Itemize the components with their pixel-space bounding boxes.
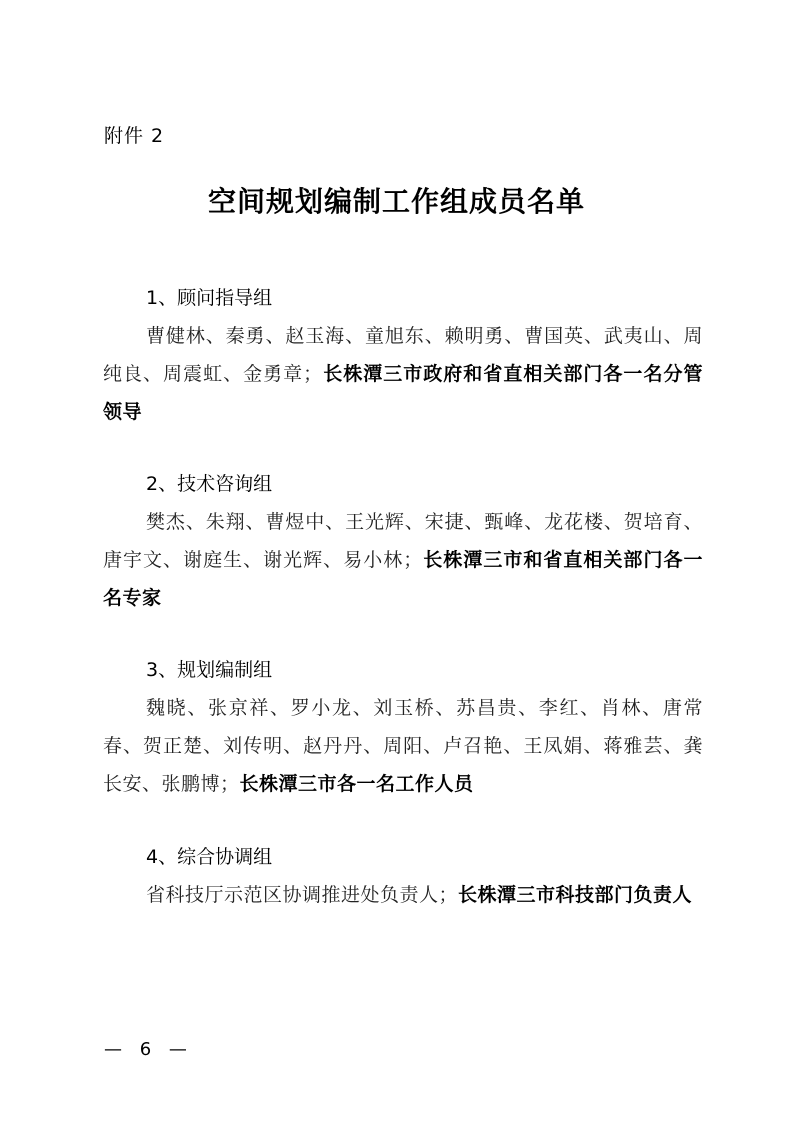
section-advisory bbox=[103, 279, 703, 431]
section-technical bbox=[103, 465, 703, 617]
section-body bbox=[103, 317, 703, 431]
member-names: 魏晓、张京祥、罗小龙、刘玉桥、苏昌贵、李红、肖林、唐常春、贺正楚、刘传明、赵丹丹、周阳、卢召艳、王凤娟、蒋雅芸、龚长安、张鹏博； bbox=[103, 697, 703, 795]
member-names: 曹健林、秦勇、赵玉海、童旭东、赖明勇、曹国英、武夷山、周纯良、周震虹、金勇章； bbox=[103, 325, 703, 385]
annex-label: 附件 2 bbox=[104, 125, 165, 147]
section-planning bbox=[103, 651, 703, 803]
page-number: — 6 — bbox=[104, 1039, 193, 1060]
section-coordination bbox=[103, 838, 703, 914]
member-note: 长株潭三市各一名工作人员 bbox=[239, 773, 474, 795]
section-heading: 1、顾问指导组 bbox=[146, 287, 273, 309]
section-heading: 4、综合协调组 bbox=[146, 846, 273, 868]
section-heading: 2、技术咨询组 bbox=[146, 473, 273, 495]
member-note: 长株潭三市和省直相关部门各一名专家 bbox=[103, 549, 703, 609]
section-body bbox=[103, 503, 703, 617]
member-names: 樊杰、朱翔、曹煜中、王光辉、宋捷、甄峰、龙花楼、贺培育、唐宇文、谢庭生、谢光辉、易小林； bbox=[103, 511, 703, 571]
section-body bbox=[103, 689, 703, 803]
page-title: 空间规划编制工作组成员名单 bbox=[207, 185, 585, 218]
section-body bbox=[103, 876, 703, 914]
member-names: 省科技厅示范区协调推进处负责人； bbox=[146, 884, 459, 906]
member-note: 长株潭三市科技部门负责人 bbox=[458, 884, 693, 906]
member-note: 长株潭三市政府和省直相关部门各一名分管领导 bbox=[103, 363, 703, 423]
section-heading: 3、规划编制组 bbox=[146, 659, 273, 681]
